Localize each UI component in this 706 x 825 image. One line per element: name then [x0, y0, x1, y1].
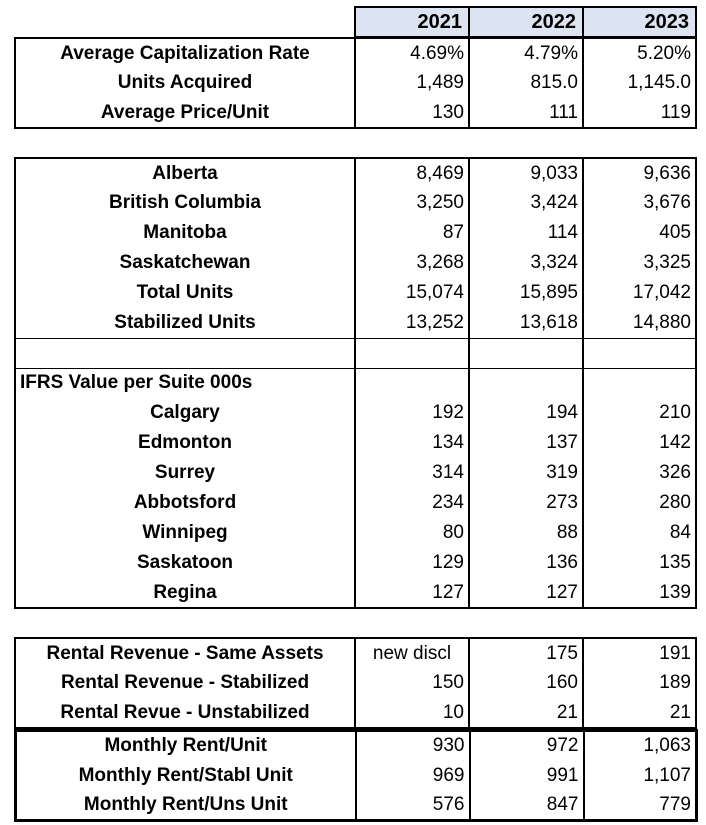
table-row — [15, 278, 696, 308]
units-block — [14, 157, 697, 609]
row-label: Surrey — [15, 458, 355, 488]
value-2022: 111 — [469, 98, 583, 128]
value-2021: 127 — [355, 578, 469, 608]
value-2021: 234 — [355, 488, 469, 518]
table-row — [15, 248, 696, 278]
value-2023: 3,325 — [643, 252, 691, 273]
value-2021: 80 — [355, 518, 469, 548]
value-2021: 192 — [355, 398, 469, 428]
value-2021: 134 — [355, 428, 469, 458]
row-label: Winnipeg — [15, 518, 355, 548]
table-row — [15, 308, 696, 338]
value-2021: 576 — [356, 791, 470, 821]
value-2022: 88 — [469, 518, 583, 548]
value-2022: 175 — [469, 638, 583, 668]
value-2023: 5.20% — [637, 42, 691, 64]
value-2022 — [469, 368, 583, 398]
row-label: Saskatchewan — [15, 248, 355, 278]
revenue-block — [14, 637, 697, 729]
section-heading-row — [15, 368, 696, 398]
row-label: Average Capitalization Rate — [15, 38, 355, 68]
value-2022: 319 — [469, 458, 583, 488]
row-label: Total Units — [15, 278, 355, 308]
row-label: Abbotsford — [15, 488, 355, 518]
table-row — [16, 791, 697, 821]
value-2023: 119 — [660, 101, 691, 123]
value-2022: 972 — [470, 731, 584, 761]
value-2021: 15,074 — [355, 278, 469, 308]
value-2021: 3,250 — [355, 188, 469, 218]
row-label: Rental Revue - Unstabilized — [15, 698, 355, 728]
summary-block — [14, 37, 697, 129]
table-row — [15, 638, 696, 668]
value-2023: 84 — [669, 522, 691, 543]
table-row — [15, 158, 696, 188]
value-2022: 21 — [469, 698, 583, 728]
value-2023: 14,880 — [583, 308, 696, 338]
table-row — [15, 458, 696, 488]
row-label: Monthly Rent/Stabl Unit — [16, 761, 356, 791]
table-row — [15, 428, 696, 458]
value-2023: 135 — [659, 552, 691, 573]
table-row — [15, 68, 696, 98]
value-2021: 129 — [355, 548, 469, 578]
value-2021: 87 — [355, 218, 469, 248]
row-label: Regina — [15, 578, 355, 608]
value-2022: 114 — [469, 218, 583, 248]
table-row — [16, 731, 697, 761]
year-header — [354, 6, 697, 38]
value-2022: 136 — [469, 548, 583, 578]
value-2023: 139 — [659, 581, 691, 603]
row-label: Manitoba — [15, 218, 355, 248]
value-2021: 4.69% — [355, 38, 469, 68]
value-2022: 13,618 — [469, 308, 583, 338]
row-label: Monthly Rent/Unit — [16, 731, 356, 761]
value-2023: 191 — [659, 642, 691, 664]
value-2021: 130 — [355, 98, 469, 128]
value-2022: 160 — [469, 668, 583, 698]
value-2023: 326 — [659, 462, 691, 483]
value-2021 — [355, 368, 469, 398]
value-2022: 3,324 — [469, 248, 583, 278]
value-2021: 3,268 — [355, 248, 469, 278]
value-2023: 17,042 — [632, 282, 691, 303]
row-label: Alberta — [15, 158, 355, 188]
value-2021: 13,252 — [355, 308, 469, 338]
table-row — [15, 98, 696, 128]
row-label: British Columbia — [15, 188, 355, 218]
blank-row — [15, 338, 696, 368]
table-row — [15, 38, 696, 68]
value-2021: 8,469 — [355, 158, 469, 188]
value-2023: 9,636 — [643, 162, 691, 184]
value-2022: 3,424 — [469, 188, 583, 218]
ifrs-section-heading: IFRS Value per Suite 000s — [15, 368, 355, 398]
year-2021-header: 2021 — [355, 7, 469, 37]
value-2021: 314 — [355, 458, 469, 488]
table-row — [15, 578, 696, 608]
table-row — [15, 548, 696, 578]
value-2023: 1,063 — [643, 735, 691, 757]
row-label: Saskatoon — [15, 548, 355, 578]
table-row — [16, 761, 697, 791]
year-2022-header: 2022 — [469, 7, 583, 37]
value-2023 — [583, 338, 696, 368]
value-2022: 127 — [469, 578, 583, 608]
value-2021: 930 — [356, 731, 470, 761]
value-2022: 991 — [470, 761, 584, 791]
value-2023: 779 — [659, 793, 691, 815]
table-row — [15, 488, 696, 518]
table-row — [15, 398, 696, 428]
value-2023: 189 — [659, 672, 691, 693]
value-2022: 137 — [469, 428, 583, 458]
value-2023: 405 — [659, 222, 691, 243]
row-label — [15, 338, 355, 368]
value-2023: 3,676 — [643, 192, 691, 213]
value-2022: 273 — [469, 488, 583, 518]
value-2023 — [583, 368, 696, 398]
row-label: Rental Revenue - Same Assets — [15, 638, 355, 668]
row-label: Stabilized Units — [15, 308, 355, 338]
value-2021: 10 — [355, 698, 469, 728]
value-2021 — [355, 338, 469, 368]
value-2023: 1,145.0 — [627, 72, 691, 93]
value-2021: 150 — [355, 668, 469, 698]
value-2023: 210 — [659, 402, 691, 423]
value-2023: 21 — [669, 701, 691, 723]
table-row — [15, 518, 696, 548]
value-2022: 815.0 — [469, 68, 583, 98]
value-2021: 1,489 — [355, 68, 469, 98]
year-2023-header: 2023 — [583, 7, 696, 37]
table-row — [15, 188, 696, 218]
row-label: Calgary — [15, 398, 355, 428]
value-2023: 1,107 — [643, 764, 691, 786]
value-2021: 969 — [356, 761, 470, 791]
value-2022: 4.79% — [469, 38, 583, 68]
value-2021: new discl — [355, 638, 469, 668]
monthly-rent-block — [14, 729, 698, 822]
row-label: Edmonton — [15, 428, 355, 458]
row-label: Units Acquired — [15, 68, 355, 98]
value-2022 — [469, 338, 583, 368]
row-label: Monthly Rent/Uns Unit — [16, 791, 356, 821]
table-row — [15, 698, 696, 728]
value-2022: 847 — [470, 791, 584, 821]
table-row — [15, 668, 696, 698]
value-2023: 142 — [659, 432, 691, 453]
value-2022: 194 — [469, 398, 583, 428]
table-row — [15, 218, 696, 248]
value-2022: 9,033 — [469, 158, 583, 188]
header-row — [355, 7, 696, 37]
value-2023: 280 — [659, 492, 691, 513]
row-label: Average Price/Unit — [15, 98, 355, 128]
value-2022: 15,895 — [469, 278, 583, 308]
row-label: Rental Revenue - Stabilized — [15, 668, 355, 698]
